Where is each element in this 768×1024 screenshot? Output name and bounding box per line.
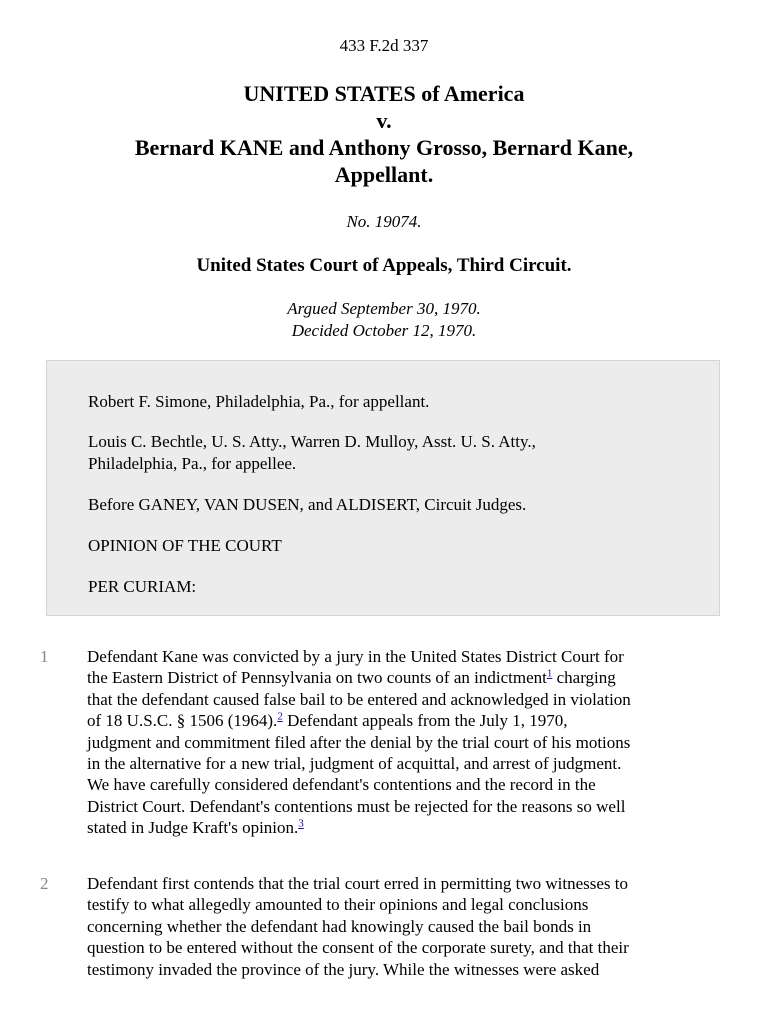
paragraph-line: in the alternative for a new trial, judgment of acquittal, and arrest of judgment. bbox=[87, 754, 622, 774]
paragraph-line: testify to what allegedly amounted to their opinions and legal conclusions bbox=[87, 895, 589, 915]
panel-judges: Before GANEY, VAN DUSEN, and ALDISERT, Circuit Judges. bbox=[88, 495, 527, 514]
footnote-link-1[interactable]: 1 bbox=[546, 667, 553, 680]
paragraph-number: 1 bbox=[40, 647, 49, 666]
line-text: the Eastern District of Pennsylvania on two counts of an indictment bbox=[87, 668, 547, 688]
footnote-link-3[interactable]: 3 bbox=[298, 817, 304, 830]
counsel-appellee-line: Philadelphia, Pa., for appellee. bbox=[88, 454, 297, 473]
line-text: of 18 U.S.C. § 1506 (1964). bbox=[87, 711, 278, 731]
paragraph bbox=[87, 646, 727, 839]
paragraph-line bbox=[87, 817, 727, 838]
paragraph-line: question to be entered without the consent of the corporate surety, and that their bbox=[87, 938, 629, 958]
paragraph-line: We have carefully considered defendant's contentions and the record in the bbox=[87, 775, 596, 795]
counsel-box bbox=[46, 360, 720, 616]
footnote-link-2[interactable]: 2 bbox=[277, 710, 283, 723]
caption-line: v. bbox=[376, 108, 392, 133]
paragraph-line bbox=[87, 710, 727, 731]
counsel-appellee bbox=[88, 431, 688, 475]
caption-line: Bernard KANE and Anthony Grosso, Bernard Kane, bbox=[134, 135, 634, 160]
line-text: Defendant appeals from the July 1, 1970, bbox=[282, 711, 568, 731]
paragraph bbox=[87, 873, 727, 980]
decided-date: Decided October 12, 1970. bbox=[291, 321, 477, 340]
paragraph-line: Defendant Kane was convicted by a jury in the United States District Court for bbox=[87, 647, 624, 666]
paragraph-line: concerning whether the defendant had knowingly caused the bail bonds in bbox=[87, 916, 592, 936]
counsel-appellee-line: Louis C. Bechtle, U. S. Atty., Warren D. Mulloy, Asst. U. S. Atty., bbox=[88, 432, 536, 451]
paragraph-number: 2 bbox=[40, 874, 49, 893]
paragraph-line: that the defendant caused false bail to be entered and acknowledged in violation bbox=[87, 689, 631, 709]
line-text: stated in Judge Kraft's opinion. bbox=[87, 818, 299, 838]
paragraph-line: District Court. Defendant's contentions must be rejected for the reasons so well bbox=[87, 796, 626, 816]
caption-line: Appellant. bbox=[334, 162, 434, 187]
paragraph-line: judgment and commitment filed after the denial by the trial court of his motions bbox=[87, 732, 631, 752]
paragraph-line: testimony invaded the province of the jury. While the witnesses were asked bbox=[87, 959, 600, 979]
docket-number: No. 19074. bbox=[346, 212, 422, 231]
case-caption bbox=[0, 80, 768, 188]
citation: 433 F.2d 337 bbox=[339, 36, 429, 55]
opinion-heading: OPINION OF THE COURT bbox=[88, 536, 282, 555]
caption-line: UNITED STATES of America bbox=[243, 81, 525, 106]
decision-dates bbox=[0, 298, 768, 342]
line-text: charging bbox=[552, 668, 616, 688]
argued-date: Argued September 30, 1970. bbox=[287, 299, 481, 318]
paragraph-line: Defendant first contends that the trial court erred in permitting two witnesses to bbox=[87, 874, 629, 893]
paragraph-line bbox=[87, 667, 727, 688]
per-curiam: PER CURIAM: bbox=[88, 577, 197, 596]
counsel-appellant: Robert F. Simone, Philadelphia, Pa., for appellant. bbox=[88, 392, 430, 411]
court-name: United States Court of Appeals, Third Circuit. bbox=[196, 255, 572, 276]
